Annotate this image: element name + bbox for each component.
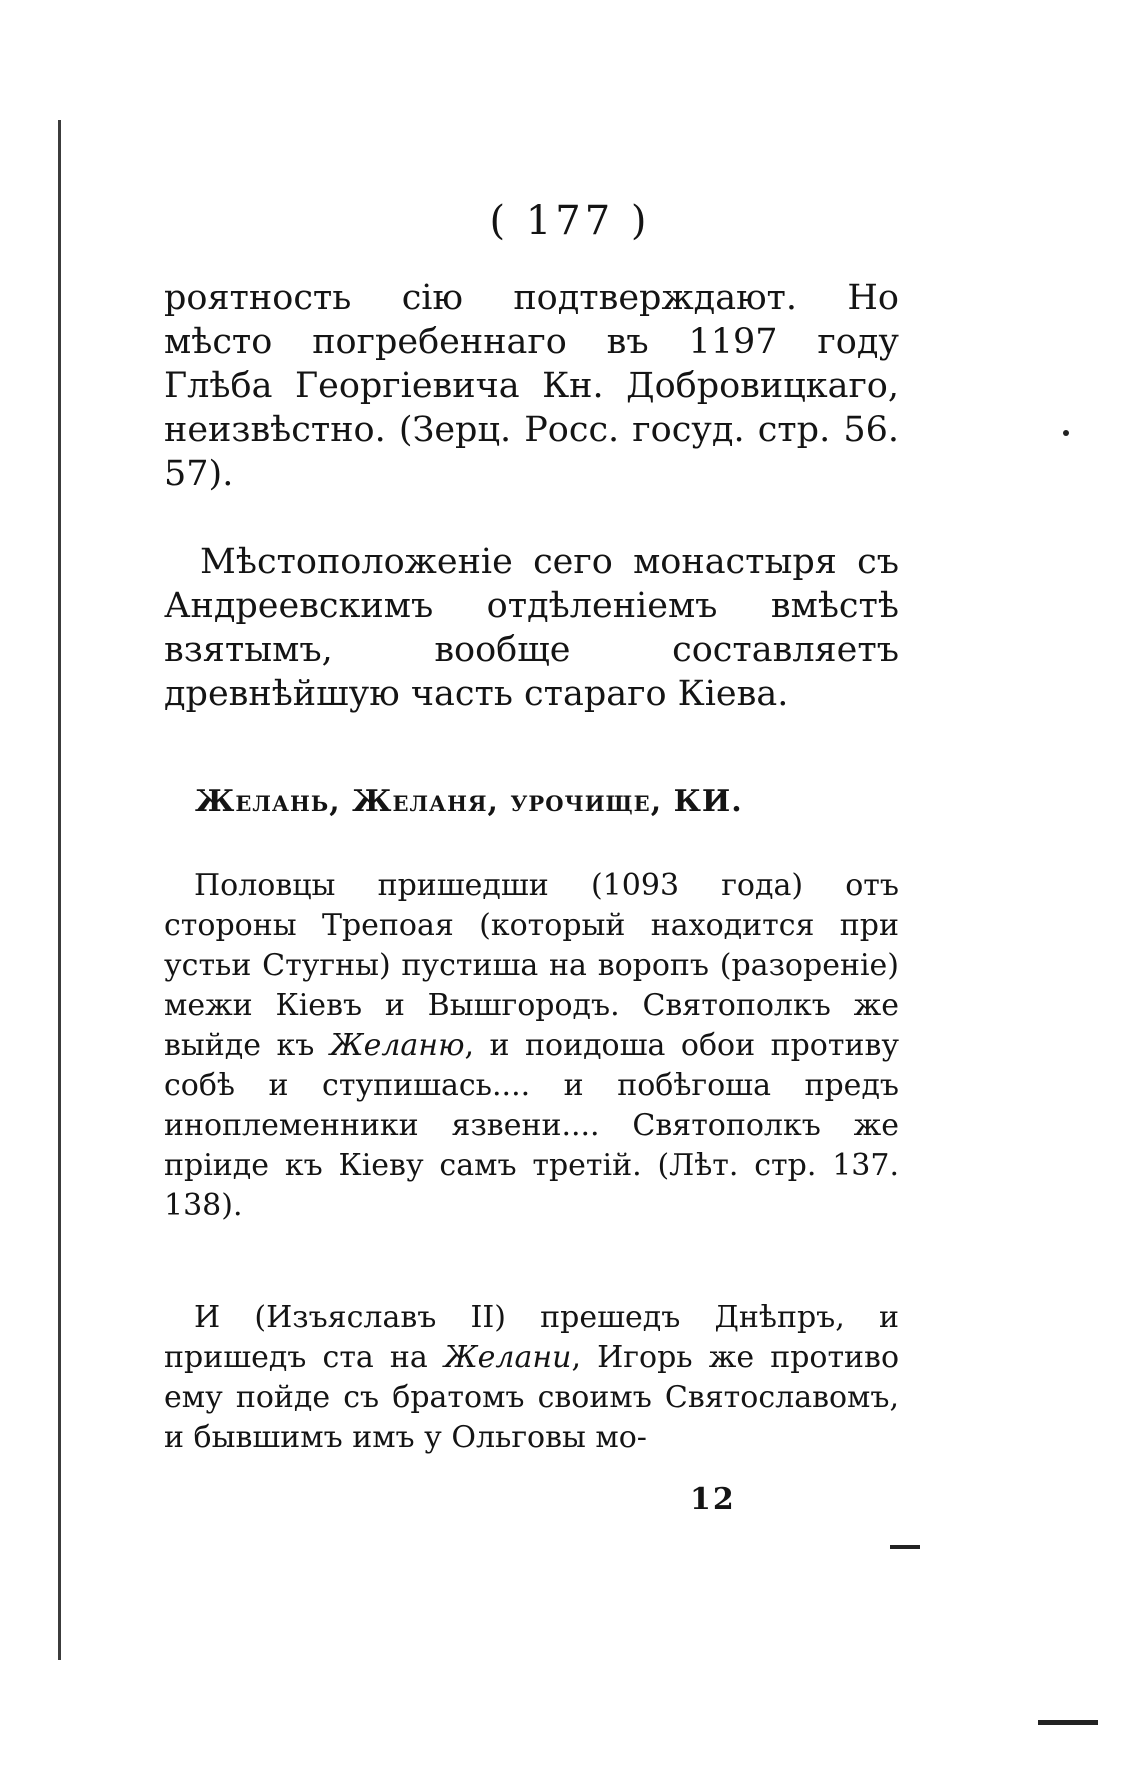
page-scan-edge (58, 120, 61, 1660)
paragraph-4-text-b: , Игорь же противо ему пойде съ братомъ своимъ Святославомъ, и бывшимъ имъ у Ольговы мо- (164, 1340, 900, 1455)
paragraph-3-text-b: , и поидоша обои противу собѣ и ступишась.... и побѣгоша предъ иноплеменники язвени.... Святополкъ же пріиде къ Кіеву самъ третій. (Лѣт. стр. 137. 138). (164, 1028, 899, 1223)
scan-speck (1063, 430, 1069, 436)
paragraph-3 (164, 866, 899, 1226)
paragraph-4-text-a: И (Изъяславъ II) прешедъ Днѣпръ, и пришедъ ста на (164, 1300, 899, 1375)
paragraph-3-text-a: Половцы пришедши (1093 года) отъ стороны Трепоая (который находится при устьи Стугны) пустиша на воропъ (разореніе) межи Кіевъ и Вышгородъ. Святополкъ же выйде къ (164, 868, 899, 1063)
paragraph-4-italic: Желани (443, 1340, 572, 1375)
paragraph-2: Мѣстоположеніе сего монастыря съ Андреевскимъ отдѣленіемъ вмѣстѣ взятымъ, вообще составляетъ древнѣйшую часть стараго Кіева. (164, 542, 899, 714)
paragraph-3-italic: Желаню (329, 1028, 465, 1063)
heading-title: Желань, Желаня, урочище, (195, 784, 663, 819)
scan-speck (890, 1545, 920, 1549)
page-number: ( 177 ) (489, 198, 651, 244)
paragraph-4 (164, 1298, 899, 1458)
signature-mark: 12 (690, 1482, 736, 1517)
section-heading (195, 784, 895, 819)
heading-reference: КИ. (673, 784, 743, 819)
paragraph-1: роятность сію подтверждают. Но мѣсто погребеннаго въ 1197 году Глѣба Георгіевича Кн. Добровицкаго, неизвѣстно. (Зерц. Росс. госуд. стр. 56. 57). (164, 278, 899, 494)
scan-speck (1038, 1720, 1098, 1725)
